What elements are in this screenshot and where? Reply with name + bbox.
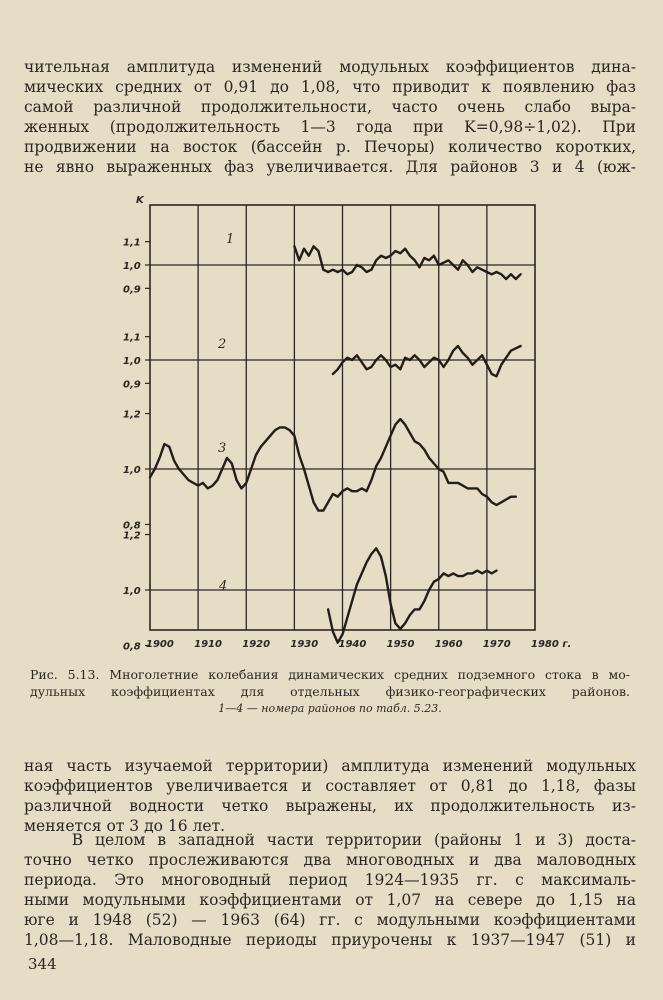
- y-tick-label: 0,8: [123, 520, 141, 532]
- text-line: женных (продолжительность 1—3 года при K=0,98÷1,02). При: [24, 118, 636, 136]
- y-tick-label: 0,9: [123, 379, 141, 391]
- x-tick-label: 1920: [242, 639, 271, 650]
- caption-line: Рис. 5.13. Многолетние колебания динамических средних подземного стока в мо-: [30, 667, 630, 682]
- series-line-3: [150, 419, 516, 511]
- x-tick-label: 1910: [194, 639, 222, 650]
- text-line: ными модульными коэффициентами от 1,07 на севере до 1,15 на: [24, 891, 636, 909]
- y-tick-label: 1,2: [123, 409, 141, 421]
- text-line: периода. Это многоводный период 1924—1935 гг. с максималь-: [24, 871, 636, 889]
- text-line: мических средних от 0,91 до 1,08, что приводит к появлению фаз: [24, 78, 636, 96]
- x-tick-label: 1960: [434, 639, 463, 650]
- x-tick-label: 1950: [386, 639, 415, 650]
- y-tick-label: 1,0: [123, 356, 141, 367]
- y-axis-label: K: [136, 195, 144, 206]
- x-tick-label: 1980 г.: [531, 639, 572, 650]
- x-tick-label: 1900: [146, 639, 174, 650]
- y-tick-label: 0,9: [123, 284, 141, 296]
- text-line: коэффициентов увеличивается и составляет от 0,81 до 1,18, фазы: [24, 777, 636, 795]
- y-tick-label: 1,0: [123, 465, 141, 476]
- text-line: меняется от 3 до 16 лет.: [24, 817, 226, 835]
- series-line-2: [333, 346, 521, 376]
- figure-chart: [0, 190, 663, 660]
- text-line: точно четко прослеживаются два многоводных и два маловодных: [24, 851, 636, 869]
- series-label: 2: [218, 337, 227, 352]
- series-label: 4: [219, 579, 228, 594]
- text-line: чительная амплитуда изменений модульных коэффициентов дина-: [24, 58, 636, 76]
- paragraph-bottom-2: [24, 830, 636, 950]
- y-tick-label: 1,1: [123, 237, 141, 249]
- y-tick-label: 1,0: [123, 261, 141, 272]
- caption-line: дульных коэффициентах для отдельных физико-географических районов.: [30, 684, 630, 699]
- y-tick-label: 1,0: [123, 586, 141, 597]
- text-line: различной водности четко выражены, их продолжительность из-: [24, 797, 636, 815]
- y-tick-label: 1,2: [123, 530, 141, 542]
- y-tick-label: 1,1: [123, 332, 141, 344]
- text-line: ная часть изучаемой территории) амплитуда изменений модульных: [24, 757, 636, 775]
- x-tick-label: 1970: [482, 639, 511, 650]
- series-line-4: [328, 548, 496, 642]
- page-number: 344: [28, 955, 57, 973]
- paragraph-bottom: [24, 756, 636, 836]
- text-line: В целом в западной части территории (районы 1 и 3) доста-: [24, 831, 636, 849]
- figure-caption: [30, 666, 630, 717]
- text-line: самой различной продолжительности, часто очень слабо выра-: [24, 98, 636, 116]
- y-tick-label: 0,8: [123, 641, 141, 653]
- series-label: 1: [226, 232, 235, 247]
- series-label: 3: [218, 441, 227, 456]
- caption-note: 1—4 — номера районов по табл. 5.23.: [218, 702, 442, 715]
- text-line: 1,08—1,18. Маловодные периоды приурочены к 1937—1947 (51) и: [24, 931, 636, 949]
- x-tick-label: 1930: [290, 639, 319, 650]
- text-line: продвижении на восток (бассейн р. Печоры) количество коротких,: [24, 138, 636, 156]
- paragraph-top: [24, 57, 636, 177]
- x-tick-label: 1940: [338, 639, 367, 650]
- text-line: юге и 1948 (52) — 1963 (64) гг. с модульными коэффициентами: [24, 911, 636, 929]
- text-line: не явно выраженных фаз увеличивается. Для районов 3 и 4 (юж-: [24, 158, 636, 176]
